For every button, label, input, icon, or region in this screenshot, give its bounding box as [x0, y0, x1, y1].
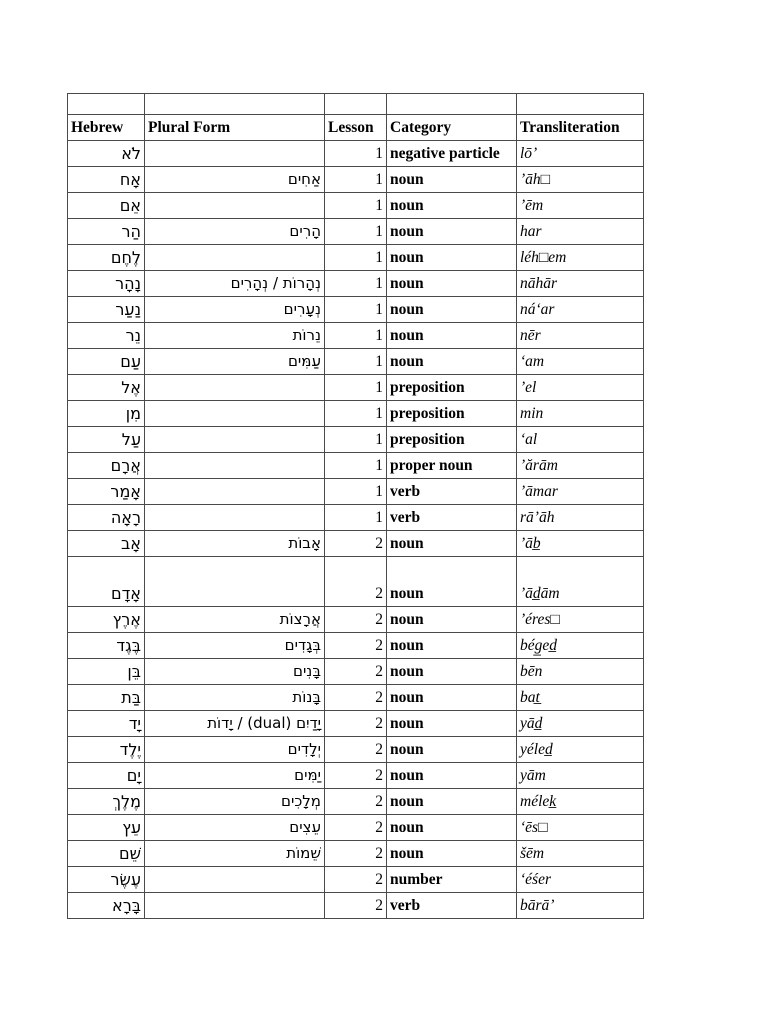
category-cell: noun: [387, 841, 517, 867]
vocabulary-sheet: [67, 93, 644, 919]
lesson-number-cell: 1: [325, 375, 387, 401]
lesson-number-cell: 2: [325, 659, 387, 685]
plural-form-cell: יְלָדִים: [145, 737, 325, 763]
category-cell: verb: [387, 893, 517, 919]
plural-form-cell: [145, 141, 325, 167]
plural-form-cell: [145, 245, 325, 271]
hebrew-word-cell: אֵם: [68, 193, 145, 219]
category-cell: noun: [387, 633, 517, 659]
transliteration-cell: ʼēm: [517, 193, 644, 219]
lesson-number-cell: 2: [325, 737, 387, 763]
transliteration-cell: ʻéśer: [517, 867, 644, 893]
plural-form-cell: [145, 867, 325, 893]
lesson-number-cell: 2: [325, 893, 387, 919]
category-cell: noun: [387, 659, 517, 685]
transliteration-cell: ʼāmar: [517, 479, 644, 505]
plural-form-cell: [145, 401, 325, 427]
category-cell: verb: [387, 479, 517, 505]
hebrew-word-cell: אָדָם: [68, 557, 145, 607]
plural-form-cell: נְעָרִים: [145, 297, 325, 323]
lesson-number-cell: 2: [325, 815, 387, 841]
plural-form-cell: שֵׁמוֹת: [145, 841, 325, 867]
table-row: [68, 531, 644, 557]
plural-form-cell: בָּנִים: [145, 659, 325, 685]
lesson-number-cell: 1: [325, 323, 387, 349]
lesson-number-cell: 1: [325, 349, 387, 375]
lesson-number-cell: 2: [325, 711, 387, 737]
lesson-number-cell: 1: [325, 245, 387, 271]
hebrew-word-cell: בֶּגֶד: [68, 633, 145, 659]
plural-form-cell: נְהָרוֹת / נְהָרִים: [145, 271, 325, 297]
plural-form-cell: נֵרוֹת: [145, 323, 325, 349]
lesson-number-cell: 2: [325, 633, 387, 659]
table-row: [68, 557, 644, 607]
plural-form-cell: [145, 453, 325, 479]
transliteration-cell: mélek̲: [517, 789, 644, 815]
plural-form-cell: מְלָכִים: [145, 789, 325, 815]
table-row: [68, 245, 644, 271]
table-row: [68, 789, 644, 815]
category-cell: noun: [387, 349, 517, 375]
category-cell: noun: [387, 219, 517, 245]
plural-form-cell: אָבוֹת: [145, 531, 325, 557]
table-row: [68, 659, 644, 685]
vocabulary-table: [67, 93, 644, 919]
hebrew-word-cell: יֶלֶד: [68, 737, 145, 763]
hebrew-word-cell: נָהָר: [68, 271, 145, 297]
hebrew-word-cell: אָח: [68, 167, 145, 193]
table-row: [68, 167, 644, 193]
transliteration-cell: ʼărām: [517, 453, 644, 479]
lesson-number-cell: 2: [325, 531, 387, 557]
lesson-number-cell: 1: [325, 167, 387, 193]
plural-form-cell: עֵצִים: [145, 815, 325, 841]
lesson-number-cell: 1: [325, 505, 387, 531]
table-row: [68, 427, 644, 453]
lesson-number-cell: 1: [325, 219, 387, 245]
plural-form-cell: [145, 479, 325, 505]
category-cell: noun: [387, 737, 517, 763]
plural-form-cell: [145, 193, 325, 219]
category-cell: noun: [387, 789, 517, 815]
transliteration-cell: rāʼāh: [517, 505, 644, 531]
lesson-number-cell: 1: [325, 479, 387, 505]
hebrew-word-cell: עֶשֶׂר: [68, 867, 145, 893]
hebrew-word-cell: עַם: [68, 349, 145, 375]
plural-form-cell: עַמִּים: [145, 349, 325, 375]
table-row: [68, 193, 644, 219]
hebrew-word-cell: בַּת: [68, 685, 145, 711]
hebrew-word-cell: לֹא: [68, 141, 145, 167]
transliteration-cell: lōʼ: [517, 141, 644, 167]
category-cell: preposition: [387, 375, 517, 401]
table-row: [68, 479, 644, 505]
table-row: [68, 633, 644, 659]
plural-form-cell: אַחִים: [145, 167, 325, 193]
lesson-number-cell: 1: [325, 193, 387, 219]
transliteration-cell: yām: [517, 763, 644, 789]
table-row: [68, 141, 644, 167]
plural-form-cell: [145, 375, 325, 401]
hebrew-word-cell: מִן: [68, 401, 145, 427]
table-row: [68, 505, 644, 531]
category-cell: noun: [387, 297, 517, 323]
transliteration-cell: šēm: [517, 841, 644, 867]
table-row: [68, 219, 644, 245]
plural-form-cell: יָדַיִם (dual) / יָדוֹת: [145, 711, 325, 737]
category-cell: noun: [387, 531, 517, 557]
plural-form-cell: אֲרָצוֹת: [145, 607, 325, 633]
table-row: [68, 323, 644, 349]
lesson-number-cell: 1: [325, 141, 387, 167]
hebrew-word-cell: שֵׁם: [68, 841, 145, 867]
category-cell: proper noun: [387, 453, 517, 479]
empty-cell: [68, 94, 145, 115]
category-cell: noun: [387, 323, 517, 349]
lesson-number-cell: 1: [325, 427, 387, 453]
table-row: [68, 607, 644, 633]
transliteration-cell: nāhār: [517, 271, 644, 297]
hebrew-word-cell: אֶל: [68, 375, 145, 401]
lesson-number-cell: 2: [325, 685, 387, 711]
header-hebrew: Hebrew: [68, 115, 145, 141]
category-cell: noun: [387, 607, 517, 633]
hebrew-word-cell: אָמַר: [68, 479, 145, 505]
lesson-number-cell: 2: [325, 867, 387, 893]
transliteration-cell: ʼād̲ām: [517, 557, 644, 607]
table-row: [68, 815, 644, 841]
category-cell: noun: [387, 167, 517, 193]
lesson-number-cell: 1: [325, 271, 387, 297]
lesson-number-cell: 2: [325, 557, 387, 607]
hebrew-word-cell: מֶלֶךְ: [68, 789, 145, 815]
category-cell: noun: [387, 763, 517, 789]
header-transliteration: Transliteration: [517, 115, 644, 141]
hebrew-word-cell: לֶחֶם: [68, 245, 145, 271]
plural-form-cell: יַמִּים: [145, 763, 325, 789]
transliteration-cell: yād̲: [517, 711, 644, 737]
table-row: [68, 297, 644, 323]
lesson-number-cell: 2: [325, 789, 387, 815]
table-row: [68, 867, 644, 893]
category-cell: negative particle: [387, 141, 517, 167]
plural-form-cell: בָּנוֹת: [145, 685, 325, 711]
hebrew-word-cell: עַל: [68, 427, 145, 453]
plural-form-cell: [145, 427, 325, 453]
transliteration-cell: bég̲ed̲: [517, 633, 644, 659]
transliteration-cell: léh□em: [517, 245, 644, 271]
table-row: [68, 763, 644, 789]
category-cell: noun: [387, 193, 517, 219]
transliteration-cell: bat̲: [517, 685, 644, 711]
empty-cell: [325, 94, 387, 115]
lesson-number-cell: 2: [325, 607, 387, 633]
hebrew-word-cell: יָם: [68, 763, 145, 789]
hebrew-word-cell: יָד: [68, 711, 145, 737]
category-cell: preposition: [387, 401, 517, 427]
transliteration-cell: bārāʼ: [517, 893, 644, 919]
category-cell: noun: [387, 271, 517, 297]
transliteration-cell: bēn: [517, 659, 644, 685]
category-cell: preposition: [387, 427, 517, 453]
plural-form-cell: [145, 893, 325, 919]
table-row: [68, 737, 644, 763]
transliteration-cell: ʻal: [517, 427, 644, 453]
empty-top-row: [68, 94, 644, 115]
category-cell: noun: [387, 685, 517, 711]
hebrew-word-cell: בָּרָא: [68, 893, 145, 919]
category-cell: noun: [387, 557, 517, 607]
plural-form-cell: הָרִים: [145, 219, 325, 245]
hebrew-word-cell: אָב: [68, 531, 145, 557]
header-category: Category: [387, 115, 517, 141]
hebrew-word-cell: רָאָה: [68, 505, 145, 531]
category-cell: verb: [387, 505, 517, 531]
hebrew-word-cell: נֵר: [68, 323, 145, 349]
hebrew-word-cell: אֲרָם: [68, 453, 145, 479]
header-lesson: Lesson: [325, 115, 387, 141]
table-row: [68, 375, 644, 401]
lesson-number-cell: 2: [325, 841, 387, 867]
plural-form-cell: [145, 557, 325, 607]
category-cell: noun: [387, 245, 517, 271]
empty-cell: [517, 94, 644, 115]
hebrew-word-cell: הַר: [68, 219, 145, 245]
category-cell: number: [387, 867, 517, 893]
lesson-number-cell: 1: [325, 297, 387, 323]
empty-cell: [387, 94, 517, 115]
category-cell: noun: [387, 711, 517, 737]
table-row: [68, 711, 644, 737]
hebrew-word-cell: בֵּן: [68, 659, 145, 685]
lesson-number-cell: 1: [325, 401, 387, 427]
transliteration-cell: ʻam: [517, 349, 644, 375]
transliteration-cell: ʼāh□: [517, 167, 644, 193]
table-row: [68, 685, 644, 711]
transliteration-cell: har: [517, 219, 644, 245]
plural-form-cell: בְּגָדִים: [145, 633, 325, 659]
table-row: [68, 349, 644, 375]
header-plural-form: Plural Form: [145, 115, 325, 141]
table-row: [68, 271, 644, 297]
table-row: [68, 841, 644, 867]
hebrew-word-cell: עֵץ: [68, 815, 145, 841]
transliteration-cell: yéled̲: [517, 737, 644, 763]
transliteration-cell: min: [517, 401, 644, 427]
category-cell: noun: [387, 815, 517, 841]
table-row: [68, 893, 644, 919]
transliteration-cell: ʼel: [517, 375, 644, 401]
lesson-number-cell: 2: [325, 763, 387, 789]
lesson-number-cell: 1: [325, 453, 387, 479]
empty-cell: [145, 94, 325, 115]
transliteration-cell: ʼāb̲: [517, 531, 644, 557]
transliteration-cell: náʻar: [517, 297, 644, 323]
plural-form-cell: [145, 505, 325, 531]
table-row: [68, 401, 644, 427]
header-row: [68, 115, 644, 141]
transliteration-cell: ʼéres□: [517, 607, 644, 633]
hebrew-word-cell: נַעַר: [68, 297, 145, 323]
transliteration-cell: nēr: [517, 323, 644, 349]
table-row: [68, 453, 644, 479]
hebrew-word-cell: אֶרֶץ: [68, 607, 145, 633]
transliteration-cell: ʻēs□: [517, 815, 644, 841]
